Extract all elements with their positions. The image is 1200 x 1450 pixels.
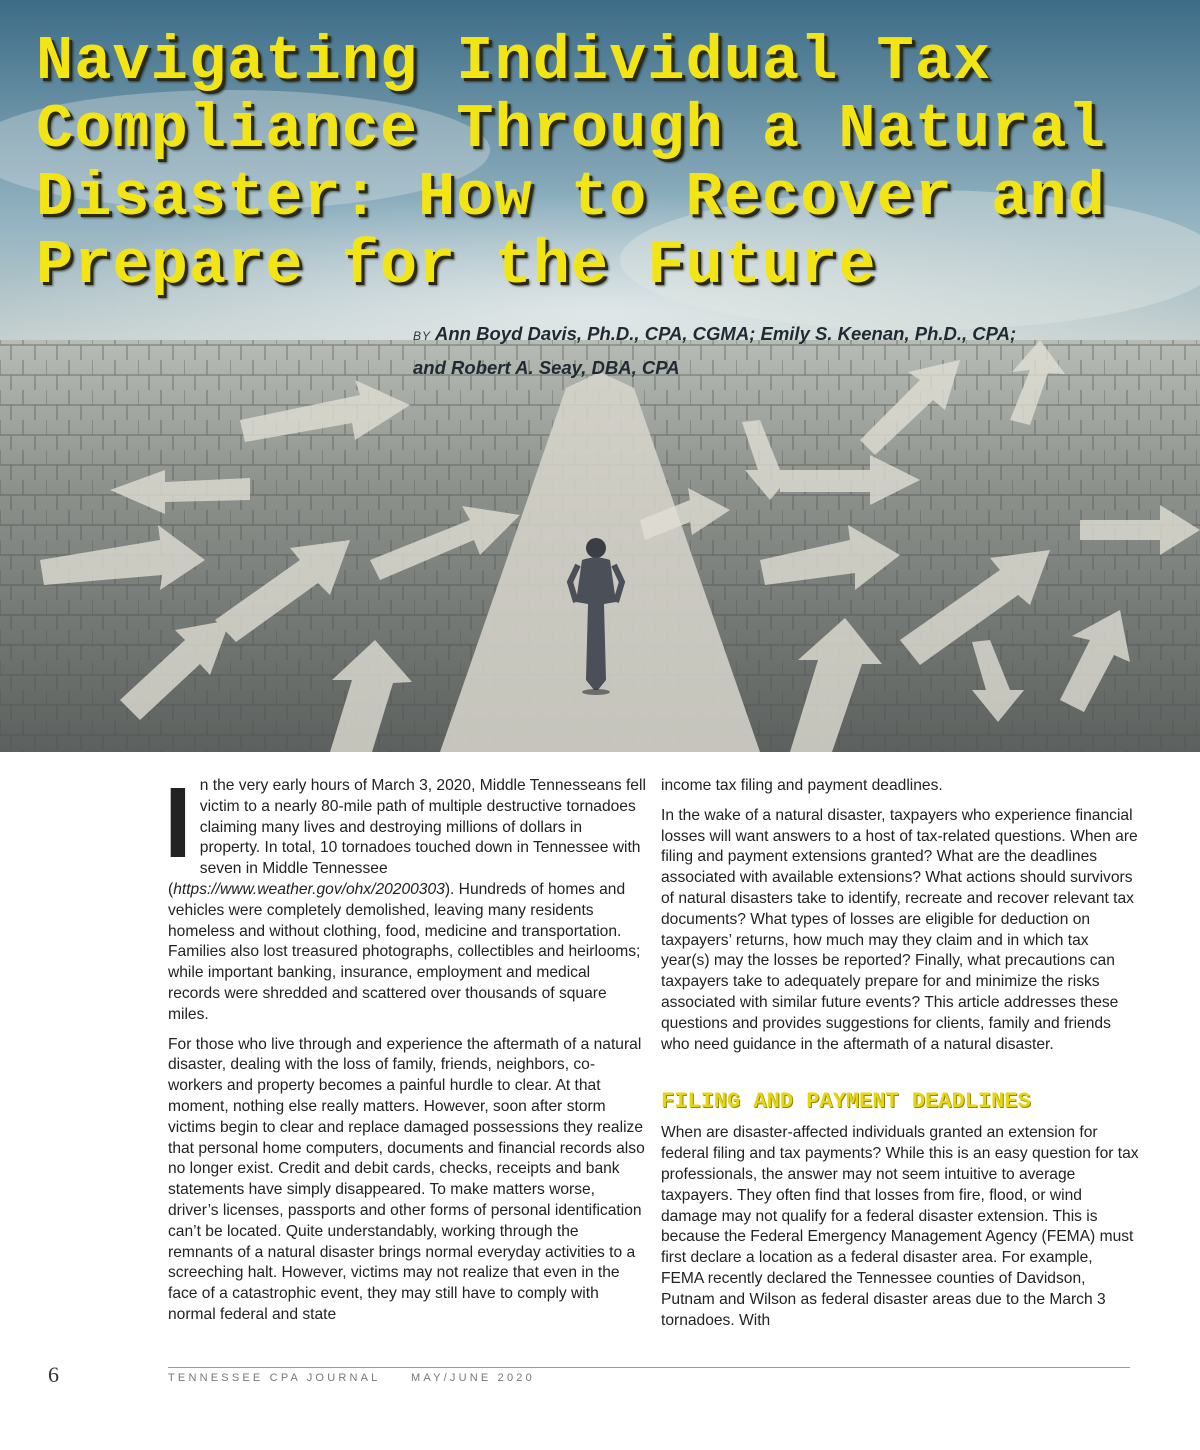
footer-divider <box>168 1367 1130 1368</box>
article-column-right <box>661 776 1139 1340</box>
headline-line: Compliance Through a Natural <box>36 94 1106 165</box>
author-byline <box>413 318 1133 383</box>
byline-authors-line2: and Robert A. Seay, DBA, CPA <box>413 357 680 378</box>
paragraph-intro <box>164 767 646 1026</box>
headline-line: Disaster: How to Recover and <box>36 162 1106 233</box>
drop-cap: I <box>164 767 192 879</box>
article-headline <box>36 28 1166 300</box>
intro-text-continued: ). Hundreds of homes and vehicles were completely demolished, leaving many residents homeless and without clothing, food, medicine and transportation. Families also lost treasured photographs, collectibles and heirlooms; while important banking, insurance, employment and medical records were shredded and scattered over thousands of square miles. <box>168 880 641 1023</box>
headline-line: Prepare for the Future <box>36 230 877 301</box>
paragraph-aftermath-continued: income tax filing and payment deadlines. <box>661 777 943 794</box>
paragraph-deadlines: When are disaster-affected individuals granted an extension for federal filing and tax payments? While this is an easy question for tax professionals, the answer may not seem intuitive to average taxpayers. They often find that losses from fire, flood, or wind damage may not qualify for a federal disaster extension. This is because the Federal Emergency Management Agency (FEMA) must first declare a location as a federal disaster area. For example, FEMA recently declared the Tennessee counties of Davidson, Putnam and Wilson as federal disaster areas due to the March 3 tornadoes. With <box>661 1124 1139 1329</box>
intro-text: n the very early hours of March 3, 2020, Middle Tennesseans fell victim to a nearly 80-mile path of multiple destructive tornadoes claiming many lives and destroying millions of dollars in property. In total, 10 tornadoes touched down in Tennessee with seven in Middle Tennessee ( <box>168 777 646 898</box>
headline-line: Navigating Individual Tax <box>36 26 992 97</box>
article-column-left <box>164 767 646 1335</box>
byline-prefix: BY <box>413 329 432 343</box>
paragraph-questions: In the wake of a natural disaster, taxpayers who experience financial losses will want answers to a host of tax-related questions. When are filing and payment extensions granted? What are the deadlines associated with available extensions? What actions should survivors of natural disasters take to identify, recreate and recover relevant tax documents? What types of losses are eligible for deduction on taxpayers’ returns, how much may they claim and in which tax year(s) may the losses be reported? Finally, what precautions can taxpayers take to adequately prepare for and minimize the risks associated with similar future events? This article addresses these questions and provides suggestions for clients, family and friends who need guidance in the aftermath of a natural disaster. <box>661 806 1138 1053</box>
page-number: 6 <box>48 1362 59 1387</box>
byline-authors-line1: Ann Boyd Davis, Ph.D., CPA, CGMA; Emily S. Keenan, Ph.D., CPA; <box>435 323 1017 344</box>
journal-name: TENNESSEE CPA JOURNAL <box>168 1372 381 1384</box>
issue-date: MAY/JUNE 2020 <box>411 1372 535 1384</box>
section-heading: FILING AND PAYMENT DEADLINES <box>661 1089 1031 1115</box>
paragraph-aftermath: For those who live through and experience the aftermath of a natural disaster, dealing with the loss of family, friends, neighbors, co-workers and property becomes a painful hurdle to clear. At that moment, nothing else really matters. However, soon after storm victims begin to clear and replace damaged possessions they realize that personal home computers, documents and financial records also no longer exist. Credit and debit cards, checks, receipts and bank statements have simply disappeared. To make matters worse, driver’s licenses, passports and other forms of personal identification can’t be located. Quite understandably, working through the remnants of a natural disaster brings normal everyday activities to a screeching halt. However, victims may not realize that even in the face of a catastrophic event, they may still have to comply with normal federal and state <box>168 1035 645 1323</box>
weather-link[interactable]: https://www.weather.gov/ohx/20200303 <box>173 880 445 898</box>
